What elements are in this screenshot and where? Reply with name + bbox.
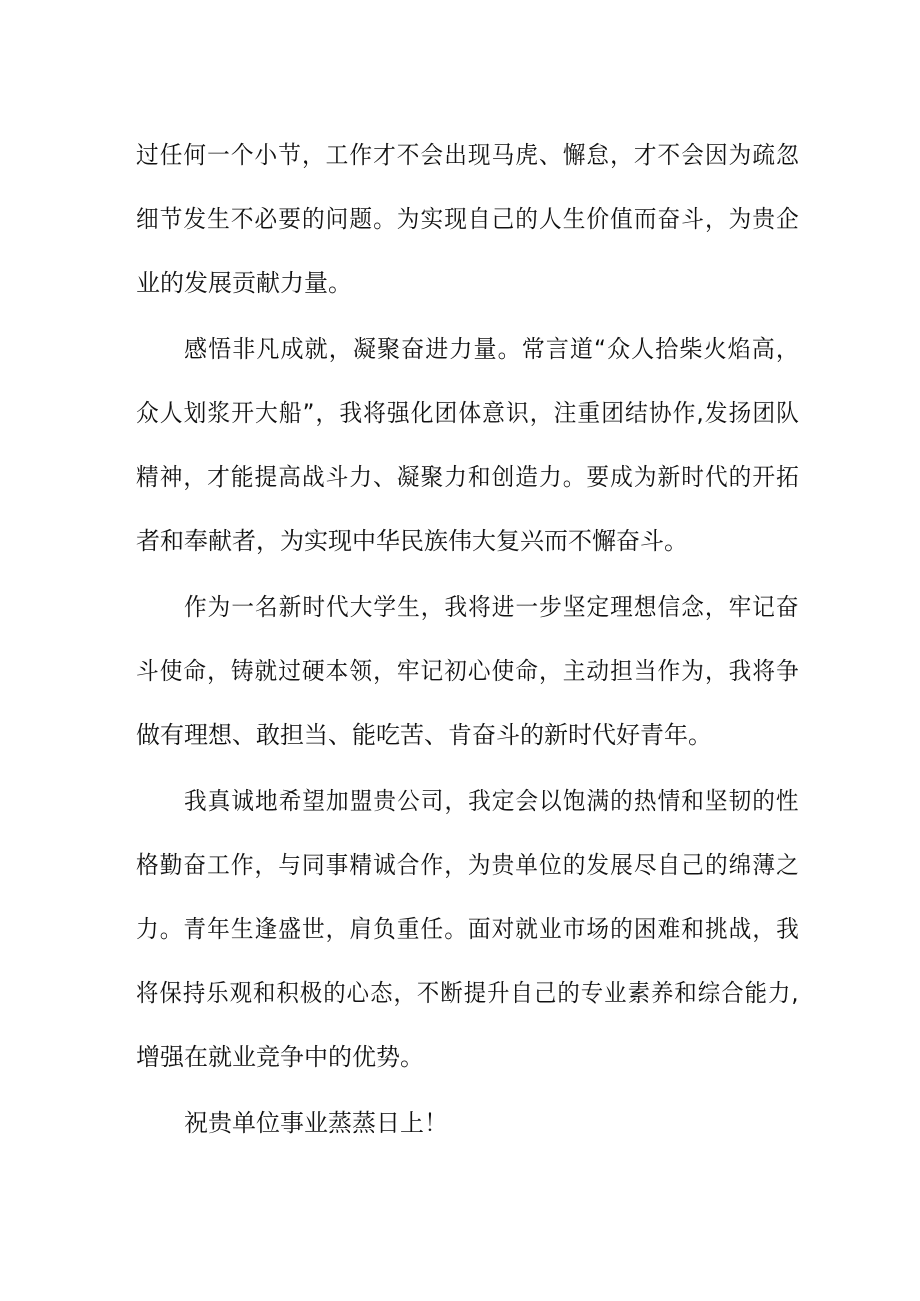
text-line xyxy=(0,135,920,175)
text-line-content: 者和奉献者，为实现中华民族伟大复兴而不懈奋斗。 xyxy=(136,527,688,555)
text-line xyxy=(0,263,920,303)
text-line xyxy=(0,199,920,239)
text-line xyxy=(0,1103,920,1143)
text-line-content: 业的发展贡献力量。 xyxy=(136,269,352,297)
text-line-content: 做有理想、敢担当、能吃苦、肯奋斗的新时代好青年。 xyxy=(136,721,712,749)
text-line xyxy=(0,715,920,755)
text-line xyxy=(0,457,920,497)
text-line-content: 将保持乐观和积极的心态，不断提升自己的专业素养和综合能力, xyxy=(136,979,800,1007)
text-line-content: 我真诚地希望加盟贵公司，我定会以饱满的热情和坚韧的性 xyxy=(184,787,800,815)
text-line-content: 感悟非凡成就，凝聚奋进力量。常言道“众人拾柴火焰高， xyxy=(184,335,801,363)
text-line xyxy=(0,1037,920,1077)
text-line xyxy=(0,587,920,627)
text-line xyxy=(0,909,920,949)
text-line-content: 精神，才能提高战斗力、凝聚力和创造力。要成为新时代的开拓 xyxy=(136,463,800,491)
text-line xyxy=(0,393,920,433)
text-line xyxy=(0,845,920,885)
text-line-content: 过任何一个小节，工作才不会出现马虎、懈怠，才不会因为疏忽 xyxy=(136,141,800,169)
text-line xyxy=(0,329,920,369)
text-line-content: 增强在就业竞争中的优势。 xyxy=(136,1043,424,1071)
text-line-content: 力。青年生逢盛世，肩负重任。面对就业市场的困难和挑战，我 xyxy=(136,915,800,943)
text-line xyxy=(0,651,920,691)
text-line xyxy=(0,973,920,1013)
text-line-content: 细节发生不必要的问题。为实现自己的人生价值而奋斗，为贵企 xyxy=(136,205,800,233)
text-line xyxy=(0,781,920,821)
text-line-content: 斗使命，铸就过硬本领，牢记初心使命，主动担当作为，我将争 xyxy=(136,657,800,685)
text-line xyxy=(0,521,920,561)
text-line-content: 作为一名新时代大学生，我将进一步坚定理想信念，牢记奋 xyxy=(184,593,800,621)
text-line-content: 众人划浆开大船”，我将强化团体意识，注重团结协作,发扬团队 xyxy=(136,399,800,427)
text-line-content: 祝贵单位事业蒸蒸日上！ xyxy=(184,1109,448,1137)
text-line-content: 格勤奋工作，与同事精诚合作，为贵单位的发展尽自己的绵薄之 xyxy=(136,851,800,879)
